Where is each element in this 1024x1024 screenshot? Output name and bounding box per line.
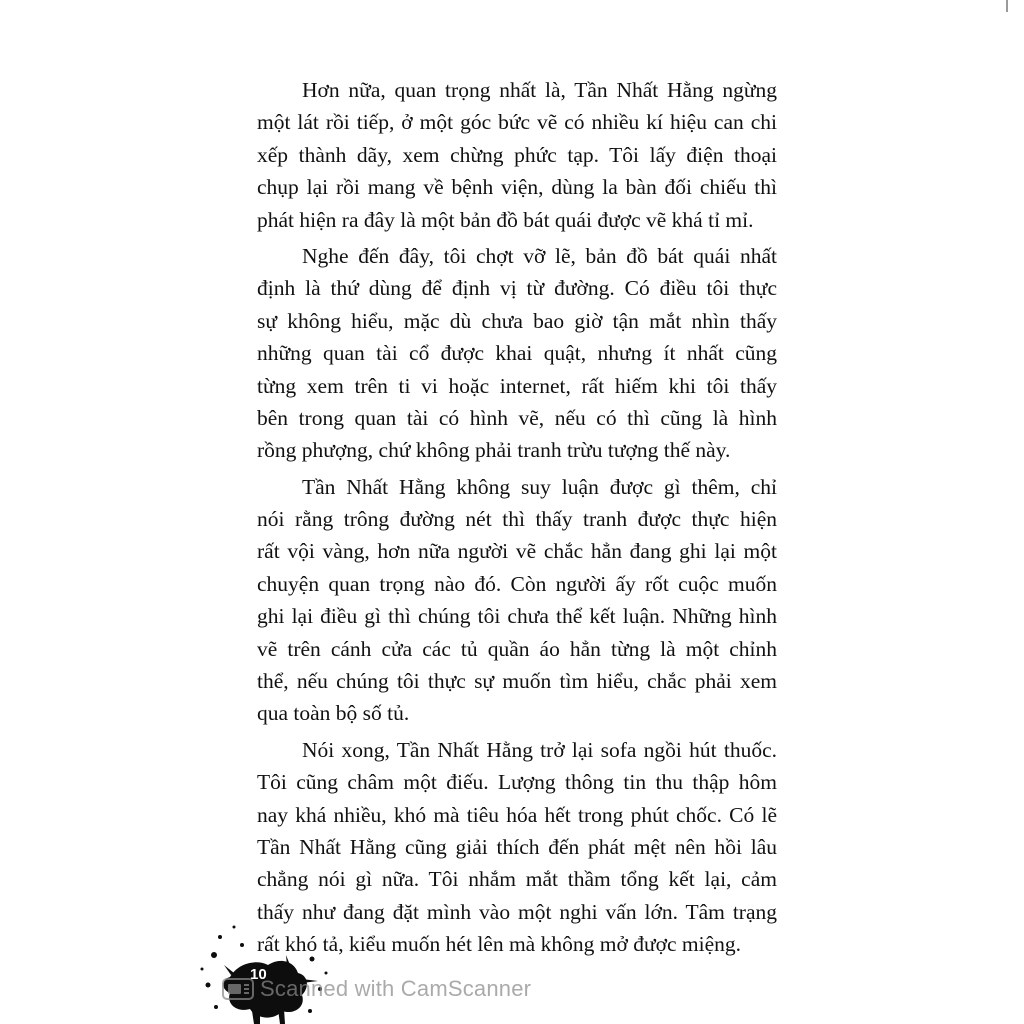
text-line: vẽ trên cánh cửa các tủ quần áo hẳn từng là một chỉnh [257,636,777,661]
text-line: sự không hiểu, mặc dù chưa bao giờ tận mắt nhìn thấy [257,308,777,333]
text-line: qua toàn bộ số tủ. [257,701,410,726]
camscanner-logo-icon [222,978,254,1000]
text-line: định là thứ dùng để định vị từ đường. Có điều tôi thực [257,276,777,301]
text-line: từng xem trên ti vi hoặc internet, rất hiếm khi tôi thấy [257,373,777,398]
text-line: thấy như đang đặt mình vào một nghi vấn lớn. Tâm trạng [257,899,777,924]
text-line: chuyện quan trọng nào đó. Còn người ấy rốt cuộc muốn [257,571,777,596]
scan-edge-line [1006,0,1008,12]
paragraph [257,471,777,730]
text-line: Nghe đến đây, tôi chợt vỡ lẽ, bản đồ bát quái nhất [302,243,777,268]
text-line: Tần Nhất Hằng không suy luận được gì thêm, chỉ [302,474,777,499]
text-line: nói rằng trông đường nét thì thấy tranh được thực hiện [257,507,777,532]
text-line: phát hiện ra đây là một bản đồ bát quái được vẽ khá tỉ mỉ. [257,207,754,232]
text-line: chụp lại rồi mang về bệnh viện, dùng la bàn đối chiếu thì [257,175,777,200]
text-line: Tôi cũng châm một điếu. Lượng thông tin thu thập hôm [257,770,777,795]
text-line: bên trong quan tài có hình vẽ, nếu có thì cũng là hình [257,405,777,430]
text-line: ghi lại điều gì thì chúng tôi chưa thể kết luận. Những hình [257,604,777,629]
text-line: Hơn nữa, quan trọng nhất là, Tần Nhất Hằng ngừng [302,78,777,102]
paragraph [257,74,777,236]
camscanner-watermark [222,974,531,1004]
text-line: chẳng nói gì nữa. Tôi nhắm mắt thầm tổng kết lại, cảm [257,867,777,892]
text-line: một lát rồi tiếp, ở một góc bức vẽ có nhiều kí hiệu can chi [257,110,777,135]
text-line: thể, nếu chúng tôi thực sự muốn tìm hiểu, chắc phải xem [257,669,777,694]
text-line: những quan tài cổ được khai quật, nhưng ít nhất cũng [257,341,777,366]
watermark-text: Scanned with CamScanner [260,976,532,1001]
text-line: Nói xong, Tần Nhất Hằng trở lại sofa ngồi hút thuốc. [302,737,777,762]
text-line: nay khá nhiều, khó mà tiêu hóa hết trong phút chốc. Có lẽ [257,802,777,827]
text-line: Tần Nhất Hằng cũng giải thích đến phát mệt nên hồi lâu [257,834,777,859]
paragraph [257,240,777,467]
text-line: rất vội vàng, hơn nữa người vẽ chắc hẳn đang ghi lại một [257,539,777,564]
page-number: 10 [250,966,267,983]
body-text [257,74,777,961]
text-line: rất khó tả, kiểu muốn hét lên mà không mở được miệng. [257,932,742,957]
text-line: rồng phượng, chứ không phải tranh trừu tượng thế này. [257,438,731,463]
text-line: xếp thành dãy, xem chừng phức tạp. Tôi lấy điện thoại [257,142,777,167]
